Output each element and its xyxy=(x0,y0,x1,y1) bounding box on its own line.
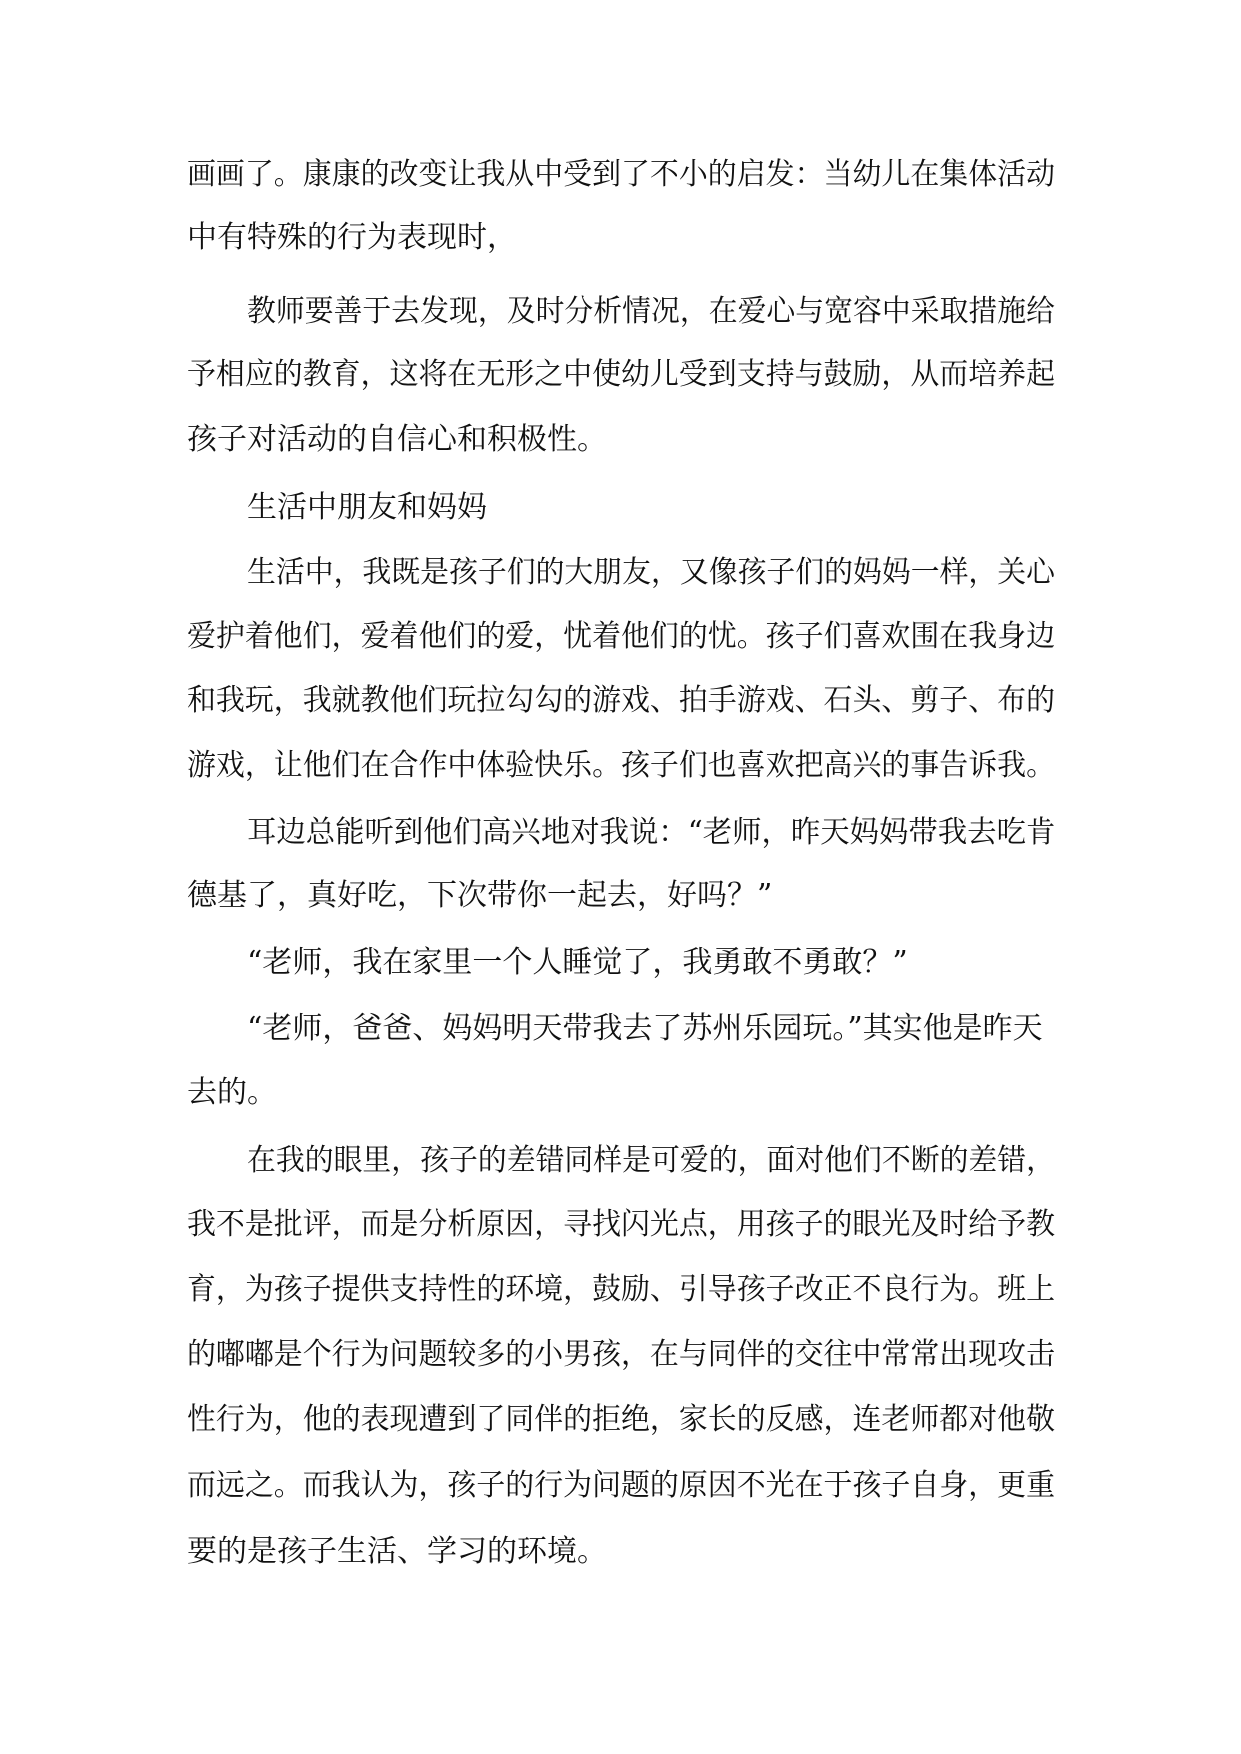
text-line: 在我的眼里，孩子的差错同样是可爱的，面对他们不断的差错， xyxy=(247,1143,1055,1178)
text-line: 育，为孩子提供支持性的环境，鼓励、引导孩子改正不良行为。班上 xyxy=(187,1272,1055,1307)
text-line: 游戏，让他们在合作中体验快乐。孩子们也喜欢把高兴的事告诉我。 xyxy=(187,748,1055,783)
text-line: “老师，我在家里一个人睡觉了，我勇敢不勇敢？” xyxy=(247,945,908,980)
text-line: 教师要善于去发现，及时分析情况，在爱心与宽容中采取措施给 xyxy=(247,294,1055,329)
text-line: 中有特殊的行为表现时， xyxy=(187,220,517,255)
text-line: 爱护着他们，爱着他们的爱，忧着他们的忧。孩子们喜欢围在我身边 xyxy=(187,619,1055,654)
text-line: 生活中，我既是孩子们的大朋友，又像孩子们的妈妈一样，关心 xyxy=(247,555,1055,590)
text-line: 要的是孩子生活、学习的环境。 xyxy=(187,1534,607,1569)
text-line: 性行为，他的表现遭到了同伴的拒绝，家长的反感，连老师都对他敬 xyxy=(187,1402,1055,1437)
text-line: 德基了，真好吃，下次带你一起去，好吗？” xyxy=(187,878,773,913)
text-line: 我不是批评，而是分析原因，寻找闪光点，用孩子的眼光及时给予教 xyxy=(187,1207,1055,1242)
text-line: 孩子对活动的自信心和积极性。 xyxy=(187,422,607,457)
text-line: 去的。 xyxy=(187,1075,277,1110)
text-line: 予相应的教育，这将在无形之中使幼儿受到支持与鼓励，从而培养起 xyxy=(187,357,1055,392)
text-line: 和我玩，我就教他们玩拉勾勾的游戏、拍手游戏、石头、剪子、布的 xyxy=(187,683,1055,718)
text-line: 画画了。康康的改变让我从中受到了不小的启发：当幼儿在集体活动 xyxy=(187,157,1055,192)
text-line: 而远之。而我认为，孩子的行为问题的原因不光在于孩子自身，更重 xyxy=(187,1468,1055,1503)
text-line: 的嘟嘟是个行为问题较多的小男孩，在与同伴的交往中常常出现攻击 xyxy=(187,1337,1055,1372)
section-heading: 生活中朋友和妈妈 xyxy=(247,490,487,525)
text-line: “老师，爸爸、妈妈明天带我去了苏州乐园玩。”其实他是昨天 xyxy=(247,1011,1043,1046)
text-line: 耳边总能听到他们高兴地对我说：“老师，昨天妈妈带我去吃肯 xyxy=(247,815,1056,850)
